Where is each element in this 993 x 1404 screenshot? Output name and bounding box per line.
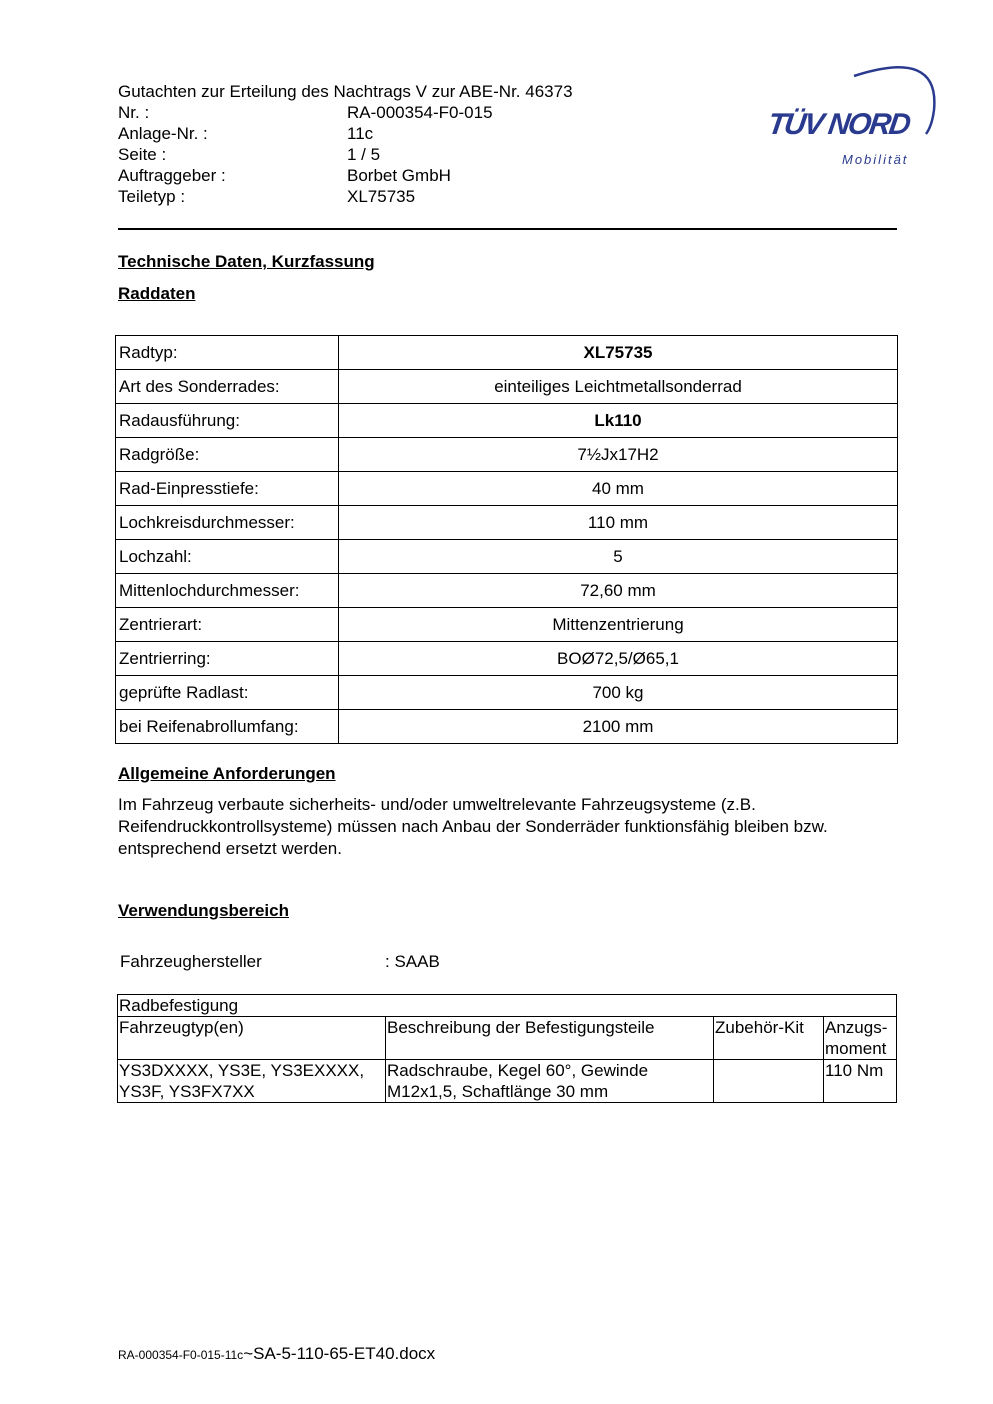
header-label: Auftraggeber : — [118, 166, 226, 185]
table-value: Mittenzentrierung — [339, 608, 898, 642]
table-value: XL75735 — [339, 336, 898, 370]
table-row — [116, 608, 898, 642]
table-row — [116, 404, 898, 438]
section-heading-tech: Technische Daten, Kurzfassung — [118, 252, 375, 271]
table-key: Art des Sonderrades: — [116, 370, 339, 404]
column-header: Beschreibung der Befestigungsteile — [386, 1017, 714, 1060]
section-heading-verwendung: Verwendungsbereich — [118, 901, 289, 920]
table-cell: YS3DXXXX, YS3E, YS3EXXXX, YS3F, YS3FX7XX — [118, 1060, 386, 1103]
table-row — [118, 1060, 897, 1103]
hersteller-value: : SAAB — [385, 952, 440, 971]
section-heading-raddaten: Raddaten — [118, 284, 196, 303]
table-value: 72,60 mm — [339, 574, 898, 608]
header-row-teiletyp — [118, 186, 678, 207]
table-value: 40 mm — [339, 472, 898, 506]
table-key: Rad-Einpresstiefe: — [116, 472, 339, 506]
header-value: Borbet GmbH — [347, 166, 451, 185]
table-row — [116, 642, 898, 676]
header-label: Teiletyp : — [118, 187, 186, 206]
table-value: 2100 mm — [339, 710, 898, 744]
table-key: geprüfte Radlast: — [116, 676, 339, 710]
header-value: 1 / 5 — [347, 145, 381, 164]
section-heading-anforderungen: Allgemeine Anforderungen — [118, 764, 336, 783]
table-row — [116, 438, 898, 472]
table-key: Mittenlochdurchmesser: — [116, 574, 339, 608]
table-row — [116, 710, 898, 744]
raddaten-table — [115, 335, 898, 744]
logo-subtitle: Mobilität — [842, 152, 909, 167]
radbefestigung-table — [117, 994, 897, 1103]
table-value: Lk110 — [339, 404, 898, 438]
table-key: Lochkreisdurchmesser: — [116, 506, 339, 540]
header-row-anlage — [118, 123, 678, 144]
tuev-nord-logo — [762, 58, 942, 173]
fahrzeughersteller-line — [120, 952, 440, 972]
header-label: Nr. : — [118, 103, 150, 122]
table-key: Radausführung: — [116, 404, 339, 438]
footer-doc-id: RA-000354-F0-015-11c — [118, 1348, 244, 1362]
table-row — [116, 506, 898, 540]
table-row — [116, 540, 898, 574]
table-row — [116, 370, 898, 404]
header-row-seite — [118, 144, 678, 165]
logo-wordmark: TÜV NORD — [765, 108, 912, 141]
table-key: bei Reifenabrollumfang: — [116, 710, 339, 744]
table-row — [116, 676, 898, 710]
table-row — [116, 472, 898, 506]
table-value: 5 — [339, 540, 898, 574]
header-label: Seite : — [118, 145, 167, 164]
table-title: Radbefestigung — [118, 995, 897, 1017]
document-header — [118, 81, 678, 207]
document-title: Gutachten zur Erteilung des Nachtrags V zur ABE-Nr. 46373 — [118, 82, 573, 101]
column-header: Zubehör-Kit — [714, 1017, 824, 1060]
table-cell — [714, 1060, 824, 1103]
table-header-row — [118, 1017, 897, 1060]
hersteller-label: Fahrzeughersteller — [120, 952, 262, 971]
table-value: einteiliges Leichtmetallsonderrad — [339, 370, 898, 404]
table-row — [116, 336, 898, 370]
header-label: Anlage-Nr. : — [118, 124, 208, 143]
table-row — [118, 995, 897, 1017]
table-key: Lochzahl: — [116, 540, 339, 574]
table-value: 700 kg — [339, 676, 898, 710]
footer-filename — [118, 1344, 435, 1364]
table-key: Zentrierring: — [116, 642, 339, 676]
table-row — [116, 574, 898, 608]
footer-file-suffix: ~SA-5-110-65-ET40.docx — [243, 1344, 436, 1363]
table-key: Zentrierart: — [116, 608, 339, 642]
header-row-auftraggeber — [118, 165, 678, 186]
header-value: 11c — [347, 124, 374, 143]
header-divider — [118, 228, 897, 230]
header-value: RA-000354-F0-015 — [347, 103, 493, 122]
header-value: XL75735 — [347, 187, 416, 206]
table-key: Radtyp: — [116, 336, 339, 370]
table-key: Radgröße: — [116, 438, 339, 472]
table-cell: 110 Nm — [824, 1060, 897, 1103]
anforderungen-paragraph: Im Fahrzeug verbaute sicherheits- und/oder umweltrelevante Fahrzeugsysteme (z.B. Reifendruckkontrollsysteme) müssen nach Anbau der Sonderräder funktionsfähig bleiben bzw. entsprechend ersetzt werden. — [118, 795, 828, 858]
table-value: 7½Jx17H2 — [339, 438, 898, 472]
column-header: Anzugs-moment — [824, 1017, 897, 1060]
header-row-nr — [118, 102, 678, 123]
column-header: Fahrzeugtyp(en) — [118, 1017, 386, 1060]
table-value: 110 mm — [339, 506, 898, 540]
table-value: BOØ72,5/Ø65,1 — [339, 642, 898, 676]
table-cell: Radschraube, Kegel 60°, Gewinde M12x1,5, Schaftlänge 30 mm — [386, 1060, 714, 1103]
